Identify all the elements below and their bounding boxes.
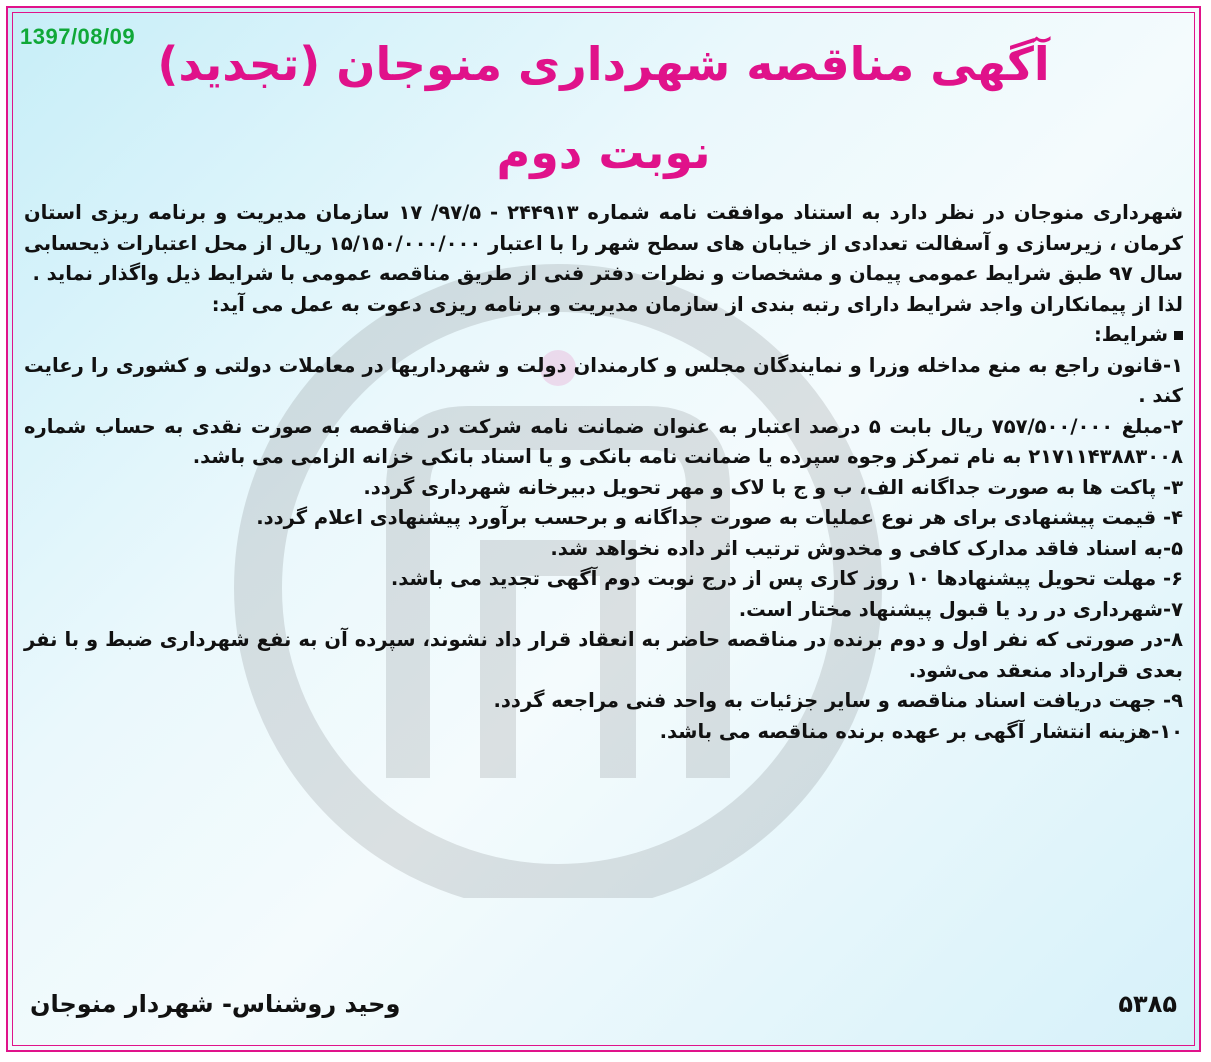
invitation-paragraph: لذا از پیمانکاران واجد شرایط دارای رتبه بندی از سازمان مدیریت و برنامه ریزی دعوت به عمل می آید:	[211, 292, 1183, 316]
intro-paragraph: شهرداری منوجان در نظر دارد به استناد موافقت نامه شماره ۲۴۴۹۱۳ - ۹۷/۵/ ۱۷ سازمان مدیریت و برنامه ریزی استان کرمان ، زیرسازی و آسفالت تعدادی از خیابان های سطح شهر را با اعتبار ۱۵/۱۵۰/۰۰۰/۰۰۰ ریال از محل اعتبارات ذیحسابی سال ۹۷ طبق شرایط عمومی پیمان و مشخصات و نظرات دفتر فنی از طریق مناقصه عمومی با شرایط ذیل واگذار نماید .	[24, 201, 1184, 285]
condition-item: ۹- جهت دریافت اسناد مناقصه و سایر جزئیات به واحد فنی مراجعه گردد.	[493, 689, 1183, 712]
notice-frame	[6, 6, 1201, 1052]
condition-item: ۱-قانون راجع به منع مداخله وزرا و نمایندگان مجلس و کارمندان دولت و شهرداریها در معاملات دولتی و کشوری را رعایت کند .	[24, 353, 1183, 407]
signature: وحید روشناس- شهردار منوجان	[30, 990, 401, 1018]
condition-item: ۶- مهلت تحویل پیشنهادها ۱۰ روز کاری پس از درج نوبت دوم آگهی تجدید می باشد.	[390, 567, 1183, 590]
condition-item: ۳- پاکت ها به صورت جداگانه الف، ب و ج با لاک و مهر تحویل دبیرخانه شهرداری گردد.	[363, 475, 1183, 499]
conditions-heading-label: شرایط:	[1094, 323, 1168, 346]
condition-item: ۱۰-هزینه انتشار آگهی بر عهده برنده مناقصه می باشد.	[659, 719, 1183, 743]
condition-item: ۴- قیمت پیشنهادی برای هر نوع عملیات به صورت جداگانه و برحسب برآورد پیشنهادی اعلام گردد.	[256, 506, 1183, 529]
notice-subtitle: نوبت دوم	[496, 125, 711, 179]
condition-item: ۲-مبلغ ۷۵۷/۵۰۰/۰۰۰ ریال بابت ۵ درصد اعتبار به عنوان ضمانت نامه شرکت در مناقصه به صورت نقدی به حساب شماره ۲۱۷۱۱۴۳۸۸۳۰۰۸ به نام تمرکز وجوه سپرده یا ضمانت نامه بانکی و یا اسناد بانکی خزانه الزامی می باشد.	[24, 414, 1184, 468]
condition-item: ۸-در صورتی که نفر اول و دوم برنده در مناقصه حاضر به انعقاد قرار داد نشوند، سپرده آن به نفع شهرداری ضبط و با نفر بعدی قرارداد منعقد می‌شود.	[24, 628, 1183, 682]
ad-code: ۵۳۸۵	[1118, 990, 1177, 1018]
conditions-heading	[24, 320, 1183, 351]
condition-item: ۵-به اسناد فاقد مدارک کافی و مخدوش ترتیب اثر داده نخواهد شد.	[550, 536, 1183, 560]
publication-date: 1397/08/09	[20, 24, 136, 49]
notice-title: آگهی مناقصه شهرداری منوجان (تجدید)	[157, 37, 1050, 91]
notice-body	[24, 198, 1183, 747]
bullet-square-icon	[1174, 331, 1183, 340]
condition-item: ۷-شهرداری در رد یا قبول پیشنهاد مختار است.	[738, 597, 1183, 621]
